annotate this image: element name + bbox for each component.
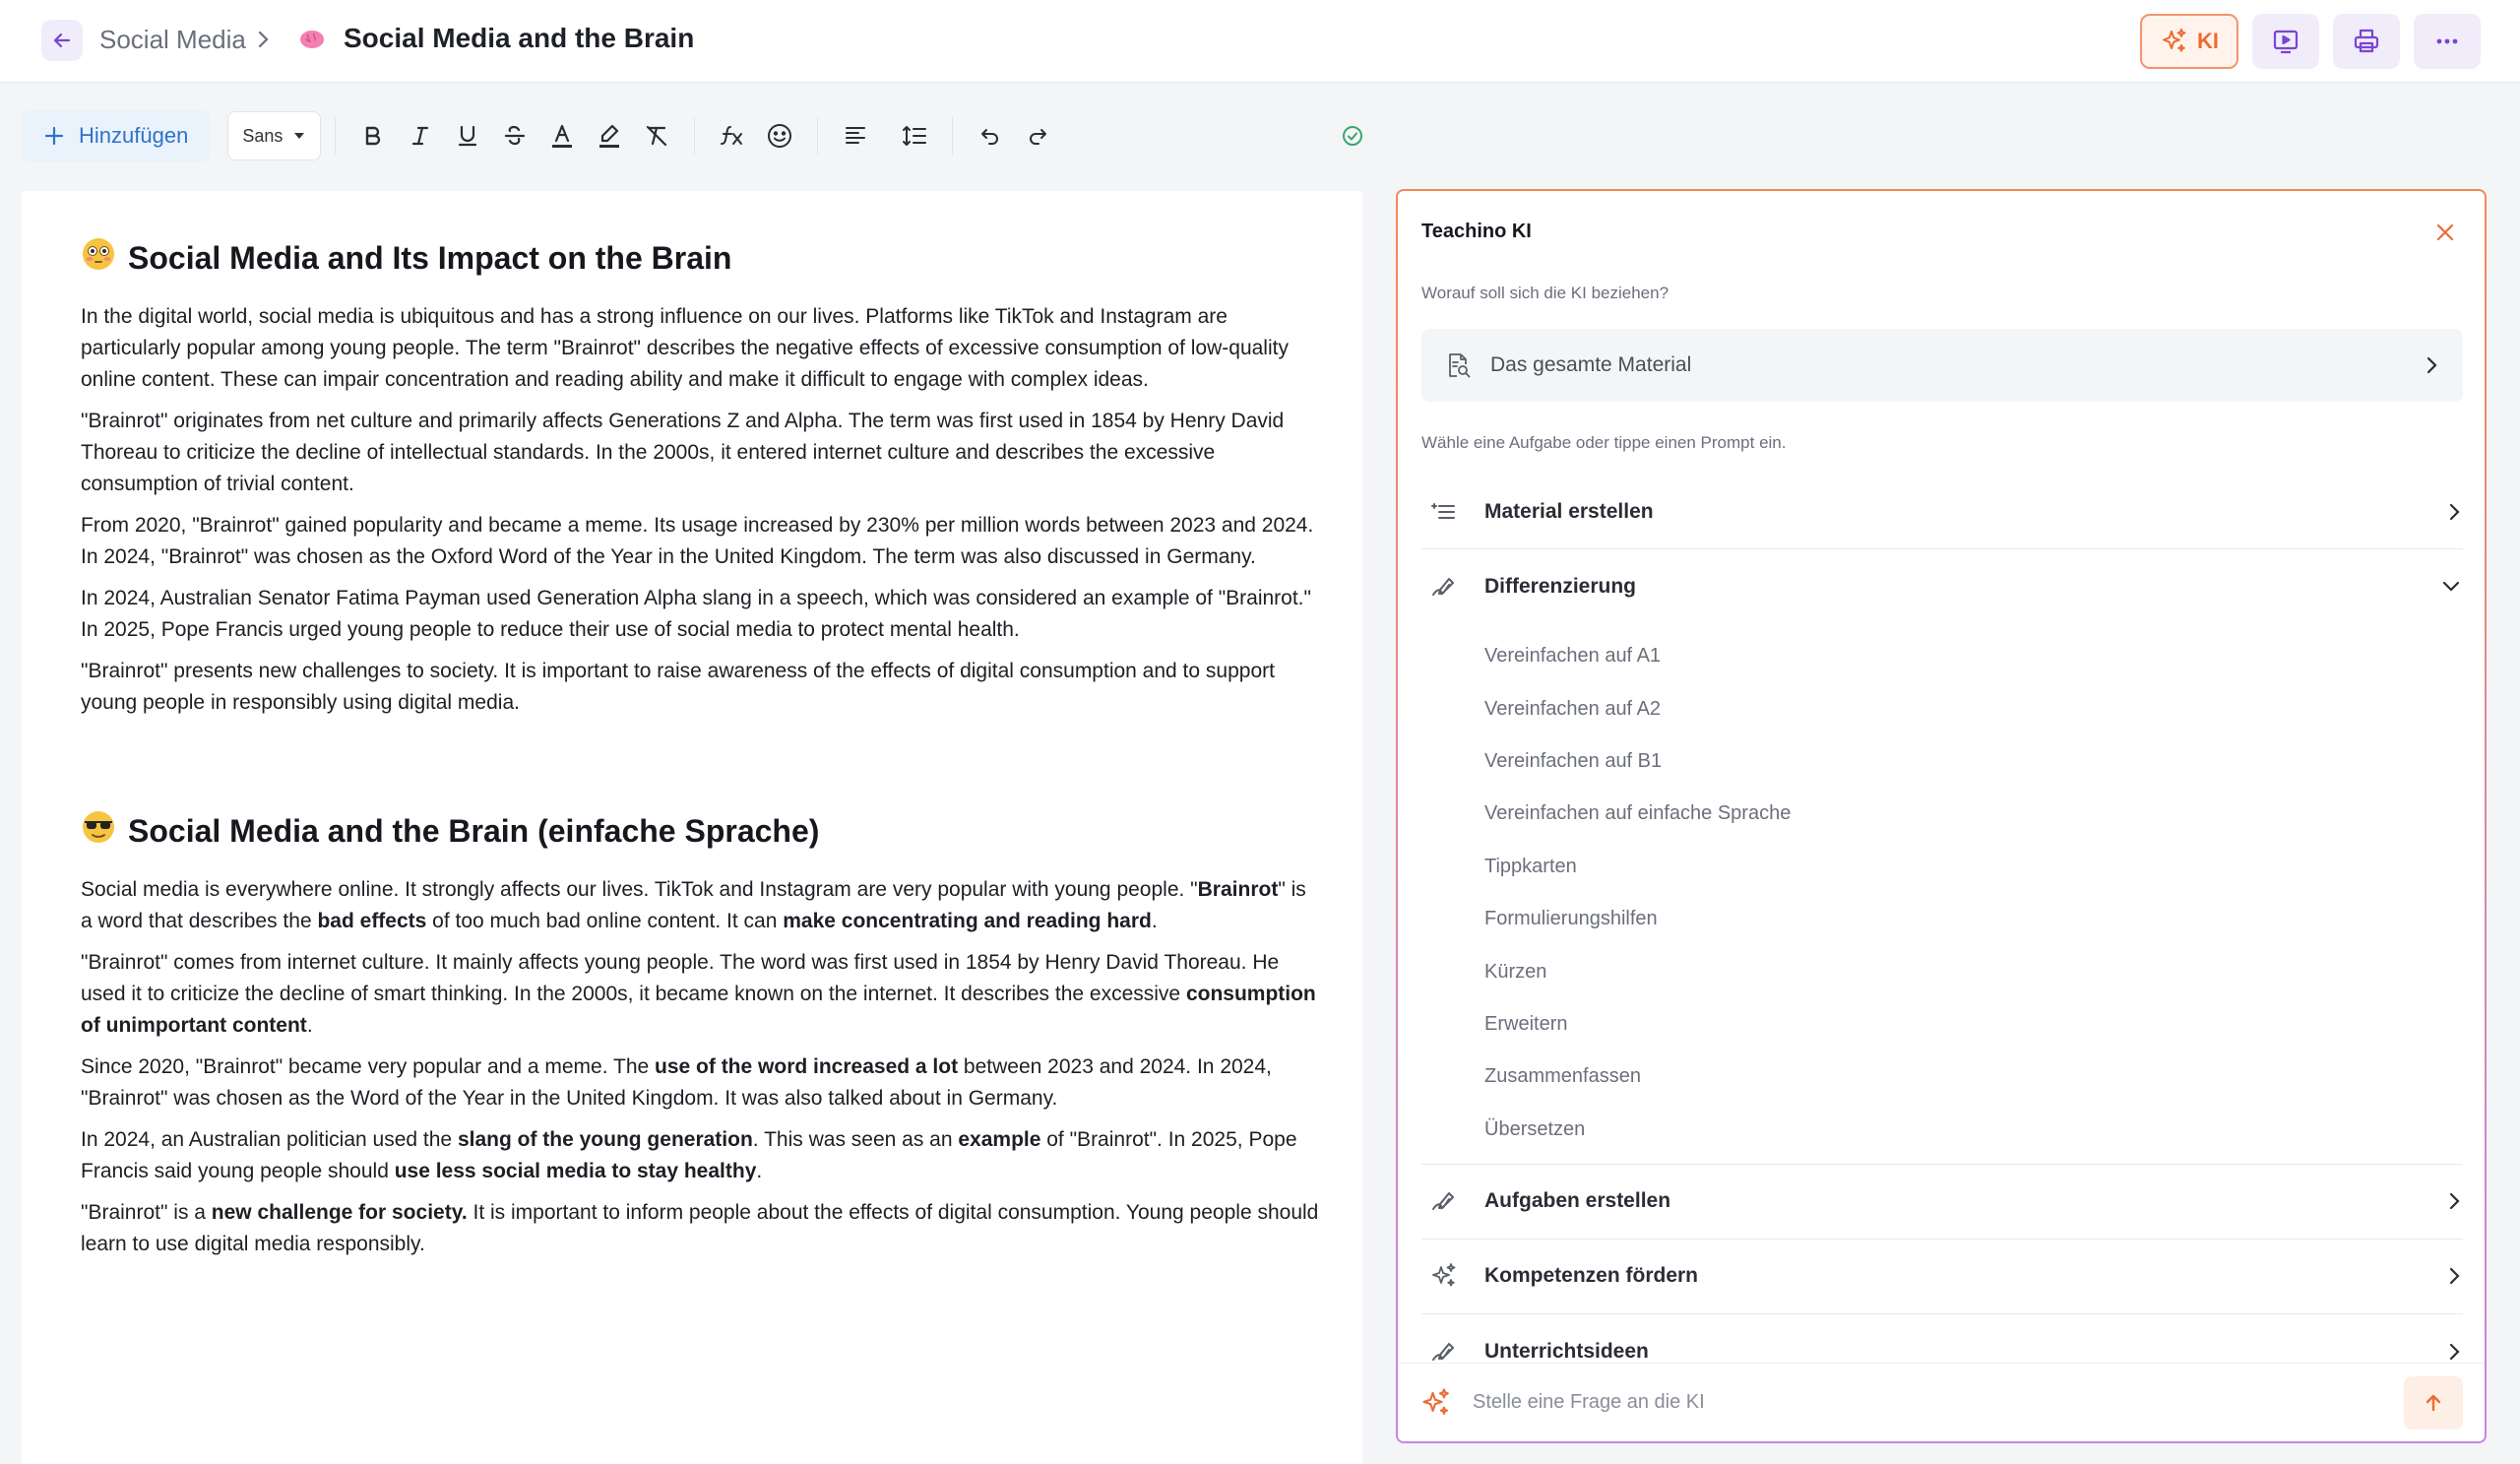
- chevron-right-icon: [2435, 1189, 2463, 1213]
- saved-check-icon: [1341, 124, 1364, 153]
- sunglasses-face-icon: [81, 809, 116, 853]
- menu-item-label: Aufgaben erstellen: [1484, 1189, 1671, 1213]
- italic-button[interactable]: [397, 112, 444, 159]
- chevron-right-icon: [2435, 1264, 2463, 1288]
- submenu-item[interactable]: Kürzen: [1484, 960, 1547, 983]
- section-heading-text: Social Media and the Brain (einfache Sprache): [128, 812, 820, 849]
- toolbar-divider: [817, 117, 818, 155]
- bold-button[interactable]: [349, 112, 397, 159]
- chevron-down-icon: [2435, 578, 2463, 596]
- submenu-item[interactable]: Vereinfachen auf A2: [1484, 697, 1662, 720]
- submenu-item[interactable]: Formulierungshilfen: [1484, 908, 1658, 930]
- close-button[interactable]: [2433, 221, 2457, 249]
- menu-item-label: Kompetenzen fördern: [1484, 1264, 1699, 1288]
- wand-icon: [1421, 1189, 1484, 1213]
- plus-icon: [43, 125, 65, 147]
- wand-icon: [1421, 575, 1484, 599]
- underline-icon: [455, 123, 480, 149]
- paragraph[interactable]: "Brainrot" is a new challenge for society. It is important to inform people about the effects of digital consumption. Young people should learn to use digital media responsibly.: [81, 1201, 1319, 1255]
- underline-button[interactable]: [444, 112, 491, 159]
- sparkles-icon: [1419, 1386, 1453, 1420]
- printer-icon: [2352, 27, 2381, 56]
- clear-format-button[interactable]: [633, 112, 680, 159]
- highlighter-icon: [597, 122, 622, 150]
- sparkles-icon: [1421, 1261, 1484, 1291]
- paragraph[interactable]: In the digital world, social media is ubiquitous and has a strong influence on our lives. Platforms like TikTok and Instagram are particularly popular among young people. The term "Brainrot" describes the negative effects of excessive consumption of low-quality online content. These can impair concentration and reading ability and make it difficult to engage with complex ideas.: [81, 305, 1289, 391]
- formula-button[interactable]: [709, 112, 756, 159]
- editor-toolbar: [22, 110, 1370, 161]
- strikethrough-button[interactable]: [491, 112, 538, 159]
- submenu-item[interactable]: Zusammenfassen: [1484, 1065, 1641, 1088]
- arrow-left-icon: [50, 29, 74, 52]
- italic-icon: [408, 123, 433, 149]
- align-left-icon: [843, 123, 868, 149]
- submenu-item[interactable]: Übersetzen: [1484, 1117, 1586, 1140]
- toolbar-divider: [335, 117, 336, 155]
- font-family-value: Sans: [242, 125, 284, 146]
- breadcrumb-parent[interactable]: Social Media: [99, 25, 246, 54]
- page-title: Social Media and the Brain: [344, 23, 695, 53]
- paragraph[interactable]: In 2024, an Australian politician used the slang of the young generation. This was seen as an example of "Brainrot". In 2025, Pope Francis said young people should use less social media to stay healthy.: [81, 1128, 1297, 1182]
- back-button[interactable]: [41, 20, 83, 61]
- paragraph[interactable]: "Brainrot" originates from net culture and primarily affects Generations Z and Alpha. The term was first used in 1854 by Henry David Thoreau to criticize the decline of intellectual standards. In the 2000s, it entered internet culture and describes the excessive consumption of trivial content.: [81, 410, 1285, 495]
- wand-icon: [1421, 1340, 1484, 1364]
- paragraph[interactable]: From 2020, "Brainrot" gained popularity and became a meme. Its usage increased by 230% per million words between 2023 and 2024. In 2024, "Brainrot" was chosen as the Oxford Word of the Year in the United Kingdom. The term was also discussed in Germany.: [81, 514, 1314, 568]
- add-button-label: Hinzufügen: [79, 123, 189, 148]
- align-button[interactable]: [832, 112, 879, 159]
- caret-down-icon: [292, 131, 306, 141]
- sparkles-icon: [2160, 27, 2189, 56]
- top-bar: [0, 0, 2520, 83]
- paragraph[interactable]: "Brainrot" presents new challenges to society. It is important to raise awareness of the effects of digital consumption and to support young people in responsibly using digital media.: [81, 660, 1275, 714]
- list-add-icon: [1421, 500, 1484, 524]
- document-search-icon: [1443, 350, 1473, 380]
- scope-value: Das gesamte Material: [1490, 353, 1692, 376]
- chevron-right-icon: [2422, 353, 2441, 377]
- text-color-button[interactable]: [538, 112, 586, 159]
- toolbar-divider: [694, 117, 695, 155]
- submenu-item[interactable]: Vereinfachen auf einfache Sprache: [1484, 802, 1792, 825]
- bold-icon: [360, 123, 386, 149]
- submenu-item[interactable]: Vereinfachen auf B1: [1484, 749, 1663, 772]
- toolbar-divider: [952, 117, 953, 155]
- menu-item-competencies[interactable]: [1421, 1240, 2463, 1314]
- redo-icon: [1025, 123, 1050, 149]
- clear-format-icon: [644, 123, 669, 149]
- submenu-item[interactable]: Erweitern: [1484, 1012, 1568, 1035]
- close-icon: [2433, 221, 2457, 244]
- submenu-item[interactable]: Vereinfachen auf A1: [1484, 645, 1662, 668]
- menu-item-create-material[interactable]: [1421, 475, 2463, 549]
- chevron-right-icon: [2435, 1340, 2463, 1364]
- scope-question: Worauf soll sich die KI beziehen?: [1421, 284, 1670, 302]
- chat-input[interactable]: [1473, 1391, 2404, 1414]
- chevron-right-icon: [254, 26, 274, 58]
- paragraph[interactable]: In 2024, Australian Senator Fatima Payman used Generation Alpha slang in a speech, which was considered an example of "Brainrot." In 2025, Pope Francis urged young people to reduce their use of social media to protect mental health.: [81, 587, 1311, 641]
- add-button[interactable]: [22, 110, 210, 161]
- undo-icon: [977, 123, 1003, 149]
- redo-button[interactable]: [1014, 112, 1061, 159]
- brain-icon: [297, 24, 327, 58]
- present-button[interactable]: [2252, 14, 2319, 69]
- ai-task-menu: [1421, 475, 2463, 1389]
- text-color-icon: [549, 122, 575, 150]
- flushed-face-icon: [81, 236, 116, 280]
- font-family-select[interactable]: [227, 111, 321, 160]
- print-button[interactable]: [2333, 14, 2400, 69]
- function-icon: [719, 123, 746, 149]
- undo-button[interactable]: [967, 112, 1014, 159]
- strikethrough-icon: [502, 123, 528, 149]
- menu-item-label: Material erstellen: [1484, 499, 1654, 523]
- emoji-button[interactable]: [756, 112, 803, 159]
- chevron-right-icon: [2435, 500, 2463, 524]
- line-spacing-icon: [901, 123, 928, 149]
- chat-bar: [1398, 1363, 2485, 1441]
- scope-selector[interactable]: [1421, 329, 2463, 402]
- ai-panel: [1396, 189, 2487, 1443]
- more-horizontal-icon: [2432, 27, 2462, 56]
- task-hint: Wähle eine Aufgabe oder tippe einen Prompt ein.: [1421, 433, 1787, 452]
- paragraph[interactable]: "Brainrot" comes from internet culture. It mainly affects young people. The word was first used in 1854 by Henry David Thoreau. He used it to criticize the decline of smart thinking. In the 2000s, it became known on the internet. It describes the excessive consumption of unimportant content.: [81, 951, 1316, 1037]
- paragraph[interactable]: Social media is everywhere online. It strongly affects our lives. TikTok and Instagram are very popular with young people. "Brainrot" is a word that describes the bad effects of too much bad online content. It can make concentrating and reading hard.: [81, 878, 1306, 932]
- menu-item-label: Differenzierung: [1484, 575, 1637, 598]
- send-button[interactable]: [2404, 1376, 2463, 1430]
- differentiation-submenu: [1421, 624, 2463, 1165]
- document-canvas[interactable]: [22, 191, 1362, 1464]
- menu-item-create-tasks[interactable]: [1421, 1165, 2463, 1240]
- section-heading[interactable]: [81, 236, 1323, 280]
- ki-button-label: KI: [2197, 29, 2219, 53]
- submenu-item[interactable]: Tippkarten: [1484, 855, 1577, 877]
- ki-button[interactable]: [2140, 14, 2238, 69]
- arrow-up-icon: [2423, 1392, 2444, 1414]
- section-spacer: [81, 729, 1323, 809]
- panel-title: Teachino KI: [1421, 221, 1532, 242]
- highlight-button[interactable]: [586, 112, 633, 159]
- paragraph[interactable]: Since 2020, "Brainrot" became very popular and a meme. The use of the word increased a lot between 2023 and 2024. In 2024, "Brainrot" was chosen as the Word of the Year in the United Kingdom. It was also talked about in Germany.: [81, 1055, 1272, 1110]
- section-heading-text: Social Media and Its Impact on the Brain: [128, 239, 732, 276]
- more-button[interactable]: [2414, 14, 2481, 69]
- smiley-icon: [766, 122, 793, 150]
- menu-item-differentiation[interactable]: [1421, 549, 2463, 624]
- presentation-play-icon: [2271, 27, 2300, 56]
- menu-item-label: Unterrichtsideen: [1484, 1339, 1649, 1363]
- line-height-button[interactable]: [891, 112, 938, 159]
- section-heading[interactable]: [81, 809, 1323, 853]
